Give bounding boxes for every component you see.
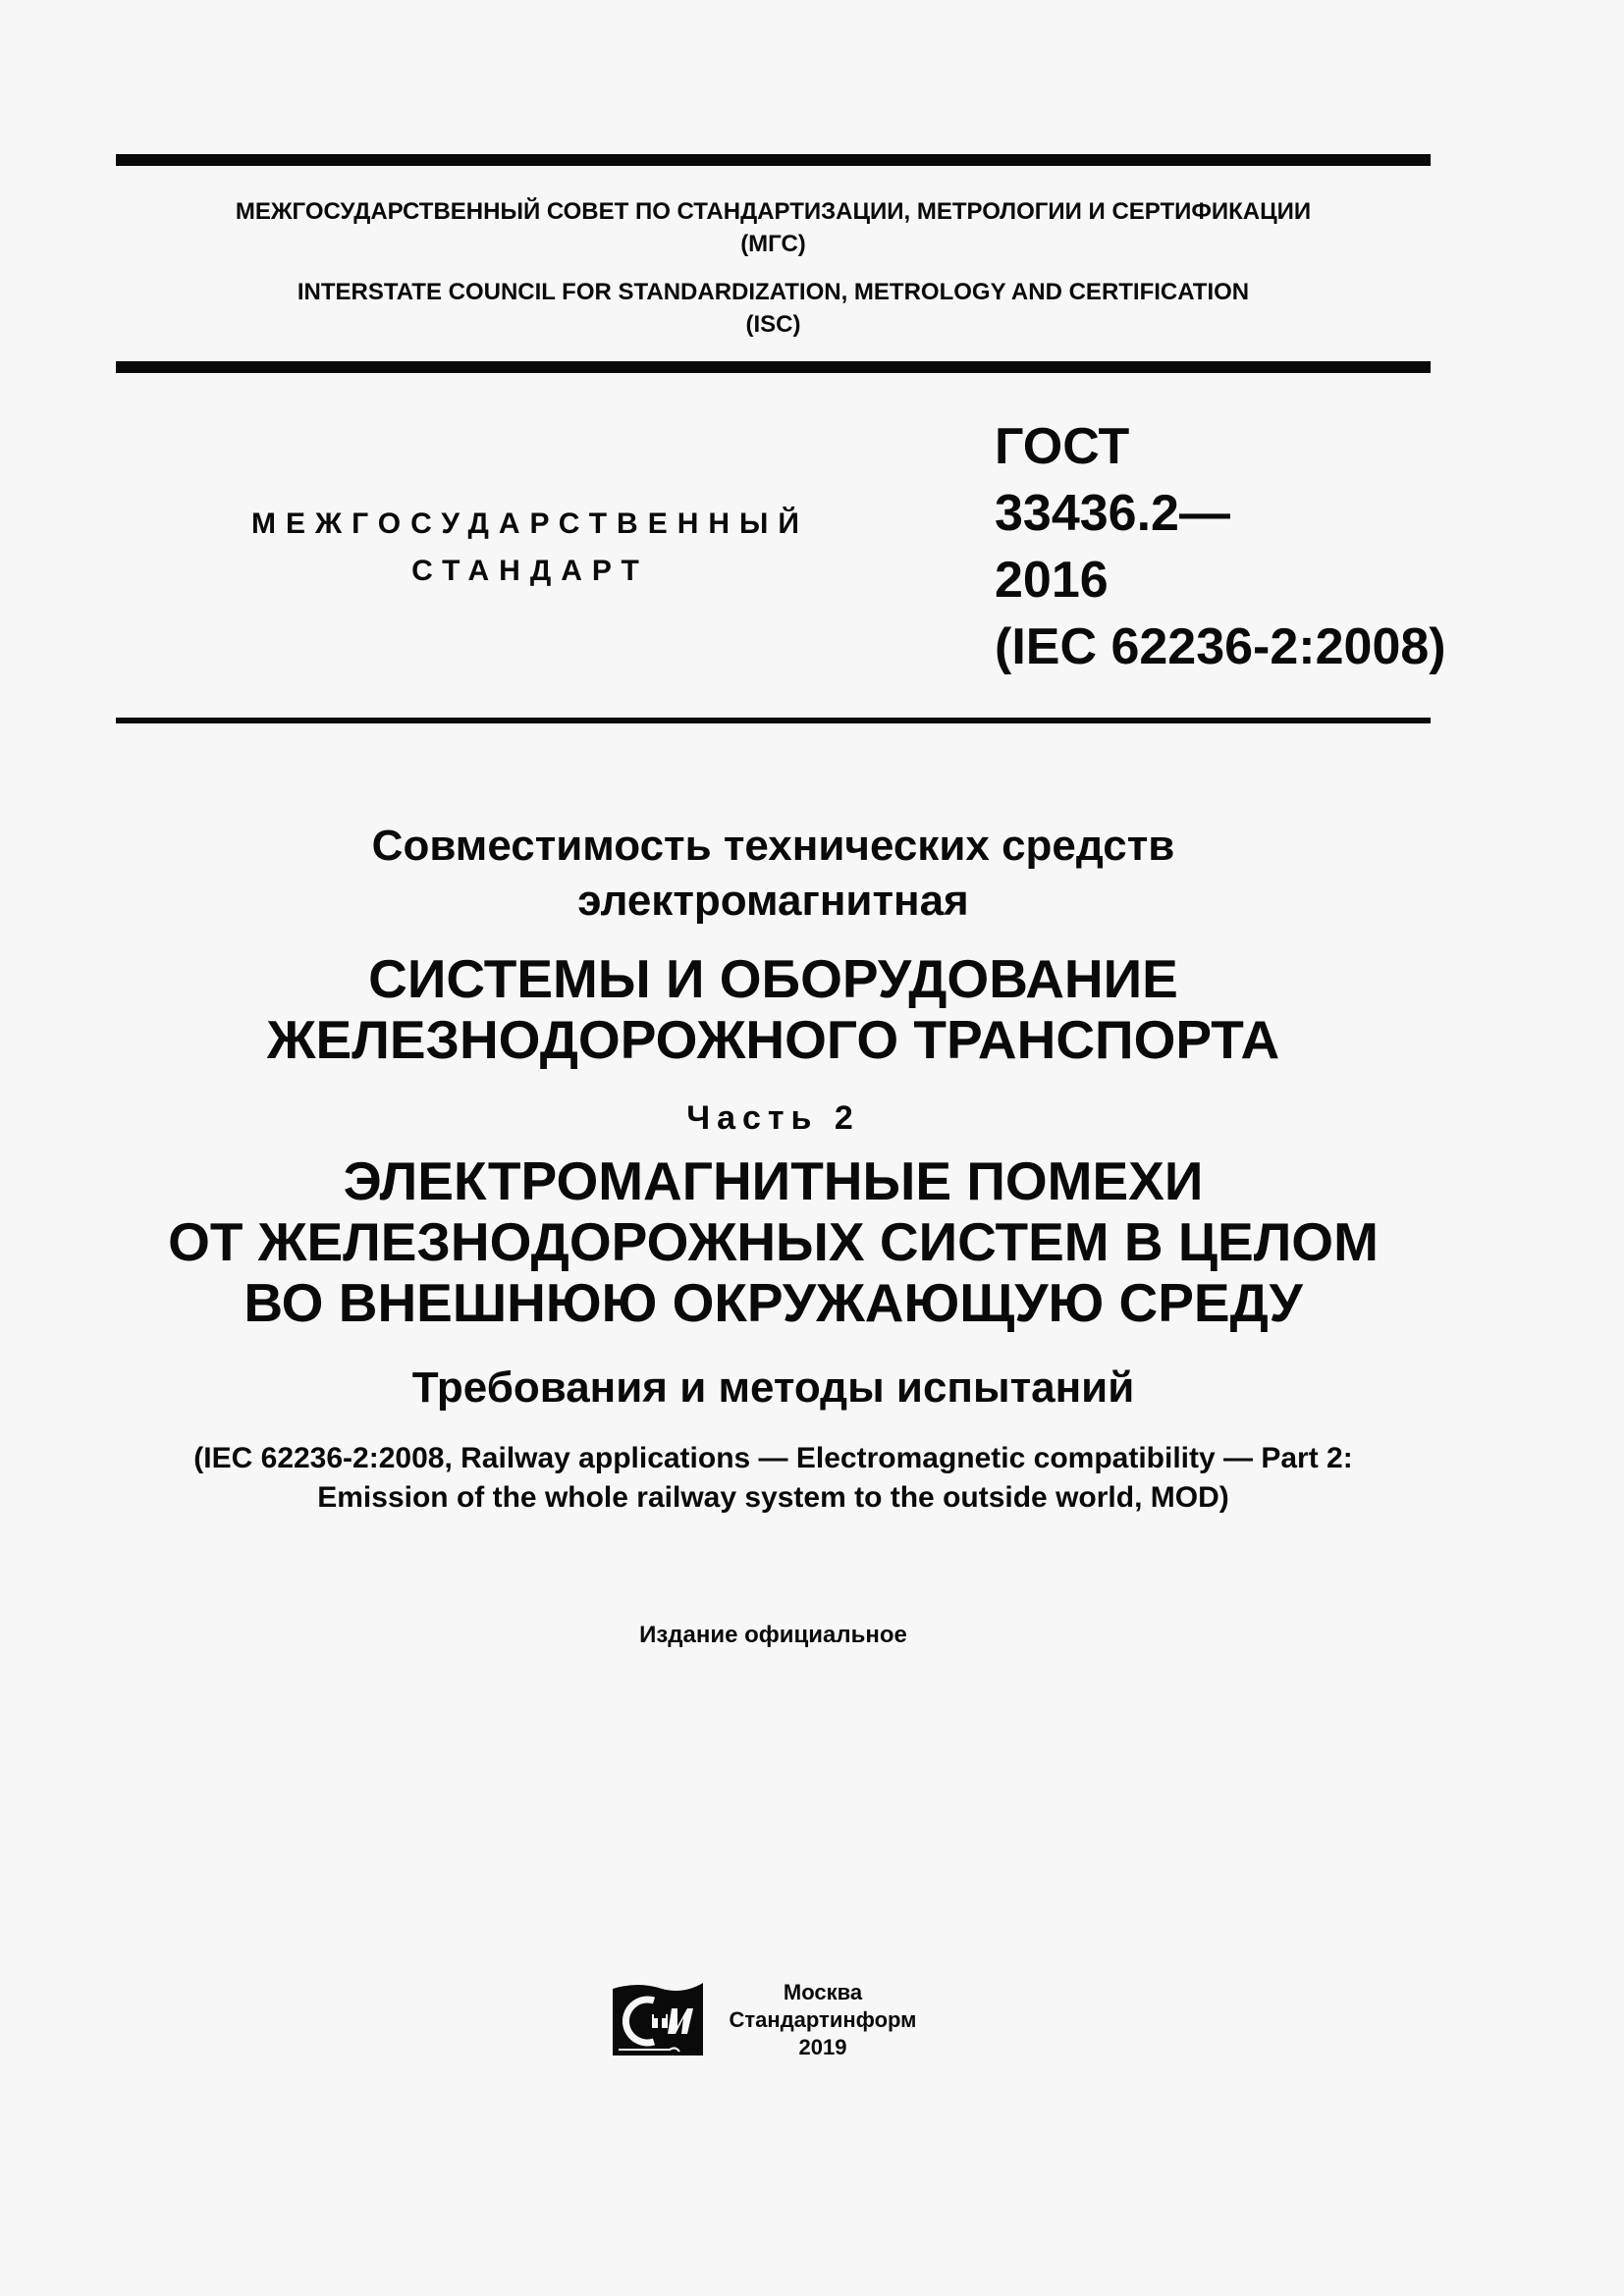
header-bottom-rule	[116, 361, 1431, 373]
general-title-line1: Совместимость технических средств	[371, 822, 1175, 870]
main-title	[116, 948, 1431, 1070]
general-title-line2: электромагнитная	[577, 877, 969, 925]
publisher-info	[717, 1979, 929, 2061]
standard-type-line2: СТАНДАРТ	[411, 555, 649, 587]
iec-reference-line2: Emission of the whole railway system to the outside world, MOD)	[317, 1481, 1229, 1514]
part-title	[116, 1150, 1431, 1333]
part-label: Часть 2	[686, 1099, 860, 1137]
part-title-line1: ЭЛЕКТРОМАГНИТНЫЕ ПОМЕХИ	[343, 1150, 1204, 1211]
council-abbr-ru: (МГС)	[740, 231, 806, 257]
council-name-ru: МЕЖГОСУДАРСТВЕННЫЙ СОВЕТ ПО СТАНДАРТИЗАЦИИ, МЕТРОЛОГИИ И СЕРТИФИКАЦИИ	[235, 198, 1312, 225]
general-title	[116, 819, 1431, 929]
official-edition: Издание официальное	[639, 1622, 907, 1648]
council-name-en: INTERSTATE COUNCIL FOR STANDARDIZATION, METROLOGY AND CERTIFICATION	[297, 279, 1250, 305]
part-title-line2: ОТ ЖЕЛЕЗНОДОРОЖНЫХ СИСТЕМ В ЦЕЛОМ	[168, 1211, 1379, 1272]
publication-year: 2019	[798, 2035, 847, 2059]
designation-year: 2016	[995, 552, 1109, 609]
standard-type-line1: МЕЖГОСУДАРСТВЕННЫЙ	[251, 507, 809, 540]
publisher-name: Стандартинформ	[729, 2007, 917, 2032]
designation-iec: (IEC 62236-2:2008)	[995, 618, 1446, 675]
standard-type	[196, 501, 864, 595]
main-title-line2: ЖЕЛЕЗНОДОРОЖНОГО ТРАНСПОРТА	[266, 1009, 1280, 1070]
designation-gost: ГОСТ	[995, 418, 1130, 475]
main-title-line1: СИСТЕМЫ И ОБОРУДОВАНИЕ	[368, 948, 1178, 1009]
iec-reference	[116, 1439, 1431, 1518]
top-rule	[116, 154, 1431, 166]
designation-bottom-rule	[116, 718, 1431, 723]
standard-designation	[995, 413, 1446, 680]
designation-number: 33436.2—	[995, 485, 1230, 542]
requirements-subtitle: Требования и методы испытаний	[411, 1363, 1135, 1412]
publisher-city: Москва	[783, 1980, 863, 2004]
standartinform-logo-icon	[611, 1981, 705, 2059]
council-header	[116, 195, 1431, 341]
iec-reference-line1: (IEC 62236-2:2008, Railway applications — Electromagnetic compatibility — Part 2:	[193, 1442, 1353, 1474]
part-title-line3: ВО ВНЕШНЮЮ ОКРУЖАЮЩУЮ СРЕДУ	[244, 1272, 1303, 1333]
council-abbr-en: (ISC)	[745, 311, 801, 338]
